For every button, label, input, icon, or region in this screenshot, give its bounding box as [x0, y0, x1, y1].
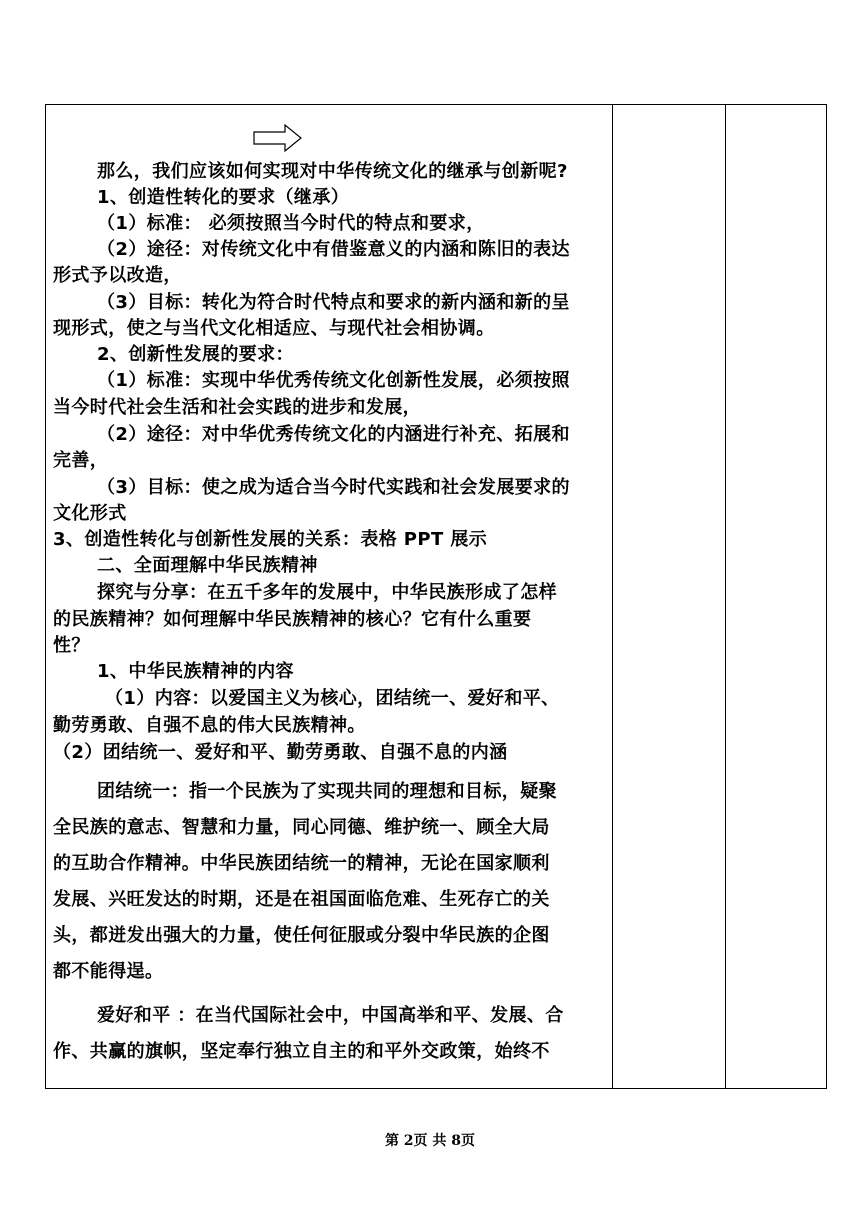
text-line: 文化形式: [53, 503, 127, 524]
text-line: 爱好和平 ：在当代国际社会中，中国高举和平、发展、合: [97, 1005, 564, 1026]
text-line: 性？: [53, 635, 90, 656]
text-line: 3、创造性转化与创新性发展的关系：表格 PPT 展示: [53, 529, 488, 550]
text-line: （2）团结统一、爱好和平、勤劳勇敢、自强不息的内涵: [53, 742, 508, 763]
text-line: 完善，: [53, 450, 109, 471]
text-line: （1）内容：以爱国主义为核心，团结统一、爱好和平、: [105, 688, 560, 709]
text-line: 那么，我们应该如何实现对中华传统文化的继承与创新呢?: [97, 161, 568, 182]
text-line: 1、中华民族精神的内容: [97, 661, 294, 682]
text-line: 勤劳勇敢、自强不息的伟大民族精神。: [53, 715, 366, 736]
text-line: 2、创新性发展的要求：: [97, 344, 294, 365]
text-line: 发展、兴旺发达的时期，还是在祖国面临危难、生死存亡的关: [53, 889, 550, 910]
text-line: 全民族的意志、智慧和力量，同心同德、维护统一、顾全大局: [53, 817, 550, 838]
text-line: 现形式，使之与当代文化相适应、与现代社会相协调。: [53, 318, 495, 339]
text-line: （1）标准： 必须按照当今时代的特点和要求，: [97, 213, 485, 234]
column-divider-1: [612, 105, 613, 1088]
body-text: [53, 158, 608, 1070]
text-line: （2）途径：对传统文化中有借鉴意义的内涵和陈旧的表达: [97, 239, 570, 260]
main-content: [53, 123, 608, 1070]
text-line: 当今时代社会生活和社会实践的进步和发展，: [53, 397, 421, 418]
page-footer: 第 2页 共 8页: [384, 1133, 476, 1149]
text-line: （3）目标：使之成为适合当今时代实践和社会发展要求的: [97, 477, 570, 498]
text-line: 1、创造性转化的要求（继承）: [97, 187, 350, 208]
text-line: 团结统一：指一个民族为了实现共同的理想和目标，疑聚: [97, 781, 557, 802]
text-line: （1）标准：实现中华优秀传统文化创新性发展，必须按照: [97, 370, 570, 391]
text-line: 探究与分享：在五千多年的发展中，中华民族形成了怎样: [97, 582, 557, 603]
text-line: 头，都迸发出强大的力量，使任何征服或分裂中华民族的企图: [53, 925, 550, 946]
text-line: 都不能得逞。: [53, 961, 164, 982]
column-divider-2: [725, 105, 726, 1088]
right-arrow-icon: [253, 123, 303, 153]
text-line: 二、全面理解中华民族精神: [97, 555, 318, 576]
text-line: 形式予以改造，: [53, 265, 182, 286]
text-line: （3）目标：转化为符合时代特点和要求的新内涵和新的呈: [97, 292, 570, 313]
text-line: 的民族精神？如何理解中华民族精神的核心？它有什么重要: [53, 609, 532, 630]
text-line: 的互助合作精神。中华民族团结统一的精神，无论在国家顺利: [53, 853, 550, 874]
text-line: 作、共赢的旗帜，坚定奉行独立自主的和平外交政策，始终不: [53, 1041, 550, 1062]
text-line: （2）途径：对中华优秀传统文化的内涵进行补充、拓展和: [97, 424, 570, 445]
